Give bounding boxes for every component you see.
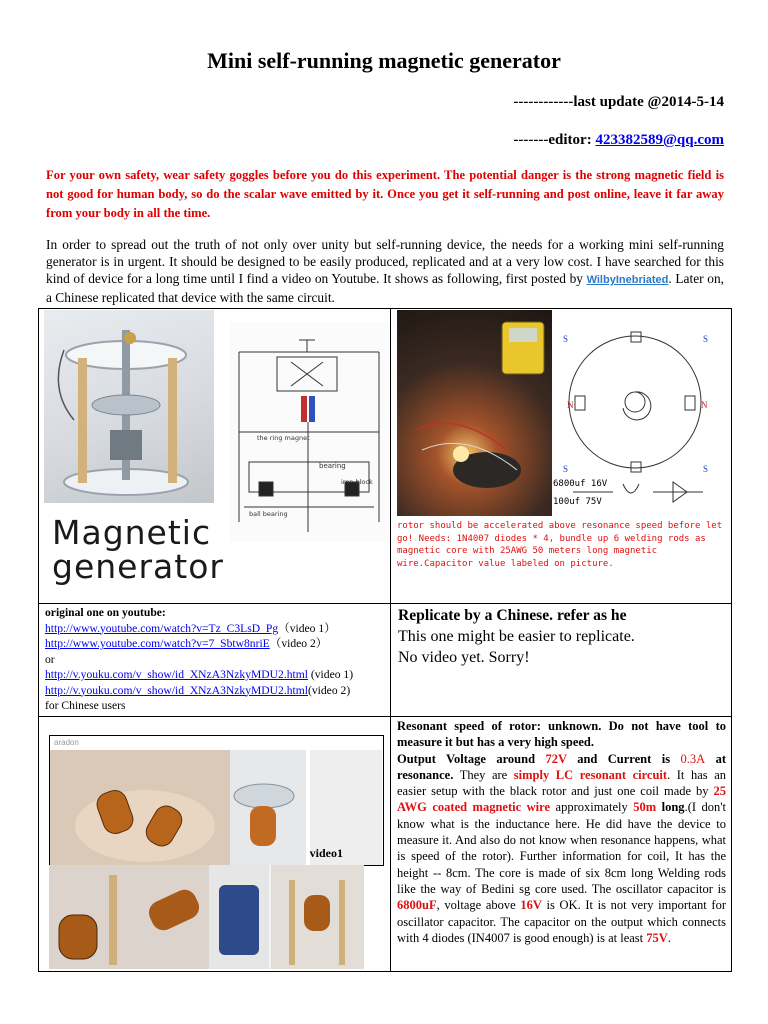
details-text: is OK. It is not very important for oscillator capacitor. The capacitor on the output which connects with 4 diodes (IN4007 is good enough) is at least — [397, 898, 726, 945]
page-title: Mini self-running magnetic generator — [207, 48, 561, 73]
video1-thumbnails-drawing — [49, 865, 364, 969]
editor-line — [513, 132, 724, 149]
youku-link-2[interactable]: http://v.youku.com/v_show/id_XNzA3NzkyMDU2.html — [45, 683, 308, 697]
youtube-link-1[interactable]: http://www.youtube.com/watch?v=Tz_C3LsD_Pg — [45, 621, 279, 635]
sketch-ball-bearing-label: ball bearing — [249, 510, 288, 518]
circuit-sketch-drawing — [229, 322, 389, 542]
cap2-label: 100uf 75V — [553, 497, 602, 507]
cap1-label: 6800uf 16V — [553, 479, 608, 489]
details-text: , voltage above — [436, 898, 521, 913]
pole-s-label: S — [703, 334, 709, 344]
video-tag: (video 2) — [308, 683, 351, 697]
circuit-sketch — [229, 322, 389, 542]
youtube-link-row — [45, 621, 385, 637]
details-highlight: 6800uF — [397, 898, 437, 913]
magnetic-label-line1: Magnetic — [52, 513, 212, 552]
details-text: They are — [453, 767, 514, 782]
replica-photo-drawing — [397, 310, 552, 516]
details-text: Resonant speed of rotor: unknown. Do not have tool to measure it but has a very high speed. — [397, 719, 726, 750]
editor-email-link[interactable]: 423382589@qq.com — [595, 132, 724, 148]
chinese-users-note: for Chinese users — [45, 699, 126, 712]
table-divider — [38, 716, 732, 717]
author-link[interactable]: WilbyInebriated — [586, 274, 669, 286]
generator-photo — [44, 310, 214, 503]
details-highlight: simply LC resonant circuit — [513, 767, 668, 782]
youku-link-row — [45, 667, 385, 683]
generator-photo-drawing — [44, 310, 214, 503]
replicate-line1: This one might be easier to replicate. — [398, 628, 635, 645]
sketch-ring-label: the ring magnet — [257, 434, 310, 442]
links-cell — [45, 605, 385, 714]
replica-photo — [397, 310, 552, 516]
video-tag: （video 1） — [278, 621, 336, 635]
pole-n-label: N — [567, 400, 574, 410]
details-text: Output Voltage around — [397, 751, 546, 766]
details-text: and Current is — [566, 751, 681, 766]
sketch-iron-label: iron block — [341, 478, 373, 486]
sketch-bearing-label: bearing — [319, 462, 346, 470]
details-highlight: 0.3A — [680, 751, 706, 766]
youtube-link-row — [45, 636, 385, 652]
pole-s-label: S — [703, 464, 709, 474]
intro-paragraph — [46, 236, 724, 306]
pole-s-label: S — [563, 464, 569, 474]
links-heading: original one on youtube: — [45, 606, 166, 619]
intro-text-end: . Later on, a Chinese replicated that device with the same circuit. — [46, 271, 724, 305]
safety-warning: For your own safety, wear safety goggles before you do this experiment. The potential danger is the strong magnetic field is not good for human body, so do the scalar wave emitted by it. Once you get it self-running and post online, leave it far away from your body in all the time. — [46, 168, 724, 220]
details-text: . — [667, 930, 671, 945]
details-highlight: 16V — [520, 898, 542, 913]
table-divider — [390, 308, 391, 972]
details-text: .(I don't know what is the inductance here. He did have the device to measure it. And also do not know when resonance happens, what is speed of the rotor). Further information for coil, It has the height -- 8cm. The core is made of six 8cm long Welding rods like the way of Bedini sg core used. The oscillator capacitor is — [397, 800, 726, 896]
details-text: . It has an easier setup with the black rotor and just one coil made by — [397, 767, 726, 799]
details-highlight: 25 AWG coated magnetic wire — [397, 784, 726, 815]
video-tag: （video 2） — [269, 637, 328, 650]
video1-label: video1 — [309, 846, 343, 860]
video1-frame[interactable] — [49, 735, 384, 866]
details-text: approximately — [550, 800, 634, 815]
replicate-line2: No video yet. Sorry! — [398, 649, 530, 666]
replicate-title: Replicate by a Chinese. refer as he — [398, 607, 627, 624]
video-tag: (video 1) — [308, 668, 354, 681]
circuit-note: rotor should be accelerated above resonance speed before let go! Needs: 1N4007 diodes * 4, bundle up 6 welding rods as magnetic core with 25AWG 50 meters long magnetic wire.Capacitor value labeled on picture. — [397, 521, 723, 569]
editor-prefix: -------editor: — [513, 132, 596, 148]
pole-s-label: S — [563, 334, 569, 344]
youtube-link-2[interactable]: http://www.youtube.com/watch?v=7_Sbtw8nriE — [45, 637, 270, 650]
details-highlight: 50m — [633, 800, 657, 815]
details-highlight: 72V — [545, 751, 567, 766]
details-paragraph — [397, 718, 726, 946]
last-update: ------------last update @2014-5-14 — [513, 94, 724, 110]
youku-link-1[interactable]: http://v.youku.com/v_show/id_XNzA3NzkyMDU2.html — [45, 668, 308, 681]
or-text: or — [45, 652, 55, 666]
details-text: long — [656, 800, 685, 815]
details-text: at resonance. — [397, 751, 726, 782]
youku-link-row — [45, 683, 385, 699]
watermark: aradon — [54, 738, 79, 747]
magnetic-label-line2: generator — [52, 547, 224, 586]
video1-thumbnails[interactable] — [49, 865, 364, 969]
details-highlight: 75V — [646, 930, 668, 945]
table-divider — [38, 603, 732, 604]
intro-text: In order to spread out the truth of not only over unity but self-running device, the needs for a working mini self-running generator is in urgent. It should be designed to be easily produced, replicated and at a very low cost. I have searched for this kind of device for a long time until I find a video on Youtube. It shows as following, first posted by — [46, 237, 724, 286]
pole-n-label: N — [701, 400, 708, 410]
